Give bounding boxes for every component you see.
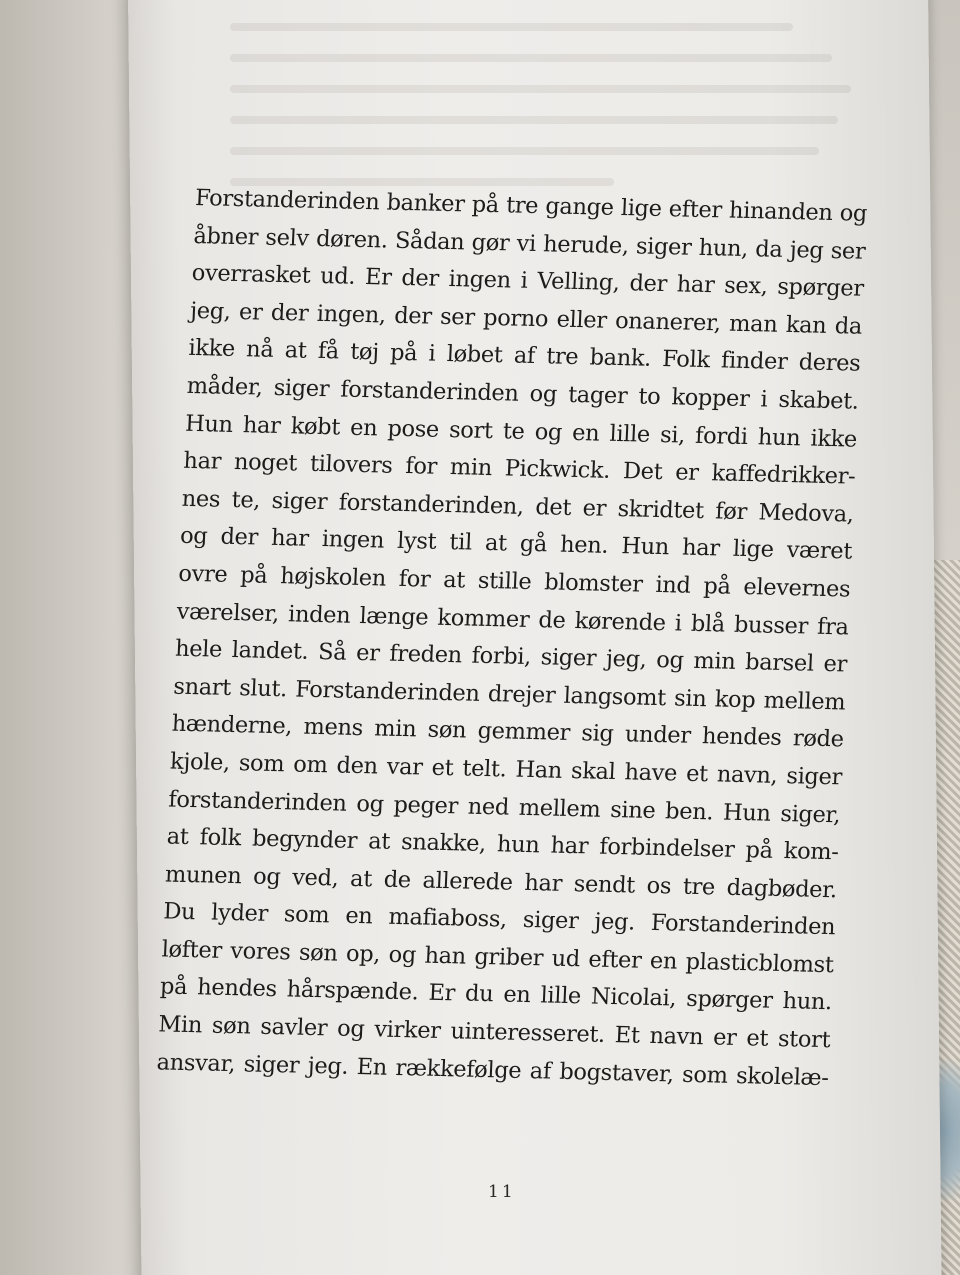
text-line: løfter vores søn op, og han griber ud efter en plasticblomst bbox=[161, 936, 835, 979]
body-text bbox=[156, 180, 868, 1097]
text-line: overrasket ud. Er der ingen i Velling, der har sex, spørger bbox=[191, 260, 865, 302]
text-line: kjole, som om den var et telt. Han skal have et navn, siger bbox=[169, 748, 843, 791]
text-line: på hendes hårspænde. Er du en lille Nicolai, spørger hun. bbox=[159, 973, 833, 1016]
text-line: åbner selv døren. Sådan gør vi herude, siger hun, da jeg ser bbox=[192, 222, 866, 265]
text-line: Min søn savler og virker uinteresseret. Et navn er et stort bbox=[157, 1011, 831, 1054]
text-line: Du lyder som en mafiaboss, siger jeg. Forstanderinden bbox=[162, 898, 836, 941]
text-line: at folk begynder at snakke, hun har forbindelser på kom- bbox=[166, 823, 840, 866]
text-line: ikke nå at få tøj på i løbet af tre bank. Folk finder deres bbox=[187, 335, 861, 378]
text-line: har noget tilovers for min Pickwick. Det er kaffedrikker- bbox=[182, 447, 856, 490]
page-number: 11 bbox=[488, 1182, 516, 1202]
text-line: jeg, er der ingen, der ser porno eller onanerer, man kan da bbox=[189, 297, 863, 340]
text-line: værelser, inden længe kommer de kørende i blå busser fra bbox=[176, 598, 850, 641]
text-line: hele landet. Så er freden forbi, siger jeg, og min barsel er bbox=[174, 635, 848, 678]
text-line: ansvar, siger jeg. En rækkefølge af bogstaver, som skolelæ- bbox=[156, 1048, 830, 1091]
text-line: hænderne, mens min søn gemmer sig under hendes røde bbox=[171, 710, 845, 753]
show-through-text bbox=[230, 0, 870, 200]
text-line: ovre på højskolen for at stille blomster ind på elevernes bbox=[177, 560, 851, 603]
text-line: snart slut. Forstanderinden drejer langsomt sin kop mellem bbox=[172, 673, 846, 716]
text-line: nes te, siger forstanderinden, det er skridtet før Medova, bbox=[181, 485, 855, 528]
text-line: Forstanderinden banker på tre gange lige efter hinanden og bbox=[194, 184, 868, 227]
text-line: og der har ingen lyst til at gå hen. Hun har lige været bbox=[179, 523, 853, 565]
text-line: Hun har købt en pose sort te og en lille si, fordi hun ikke bbox=[184, 410, 858, 453]
text-line: forstanderinden og peger ned mellem sine ben. Hun siger, bbox=[167, 786, 841, 828]
text-line: måder, siger forstanderinden og tager to kopper i skabet. bbox=[186, 372, 860, 415]
text-line: munen og ved, at de allerede har sendt os tre dagbøder. bbox=[164, 861, 838, 903]
